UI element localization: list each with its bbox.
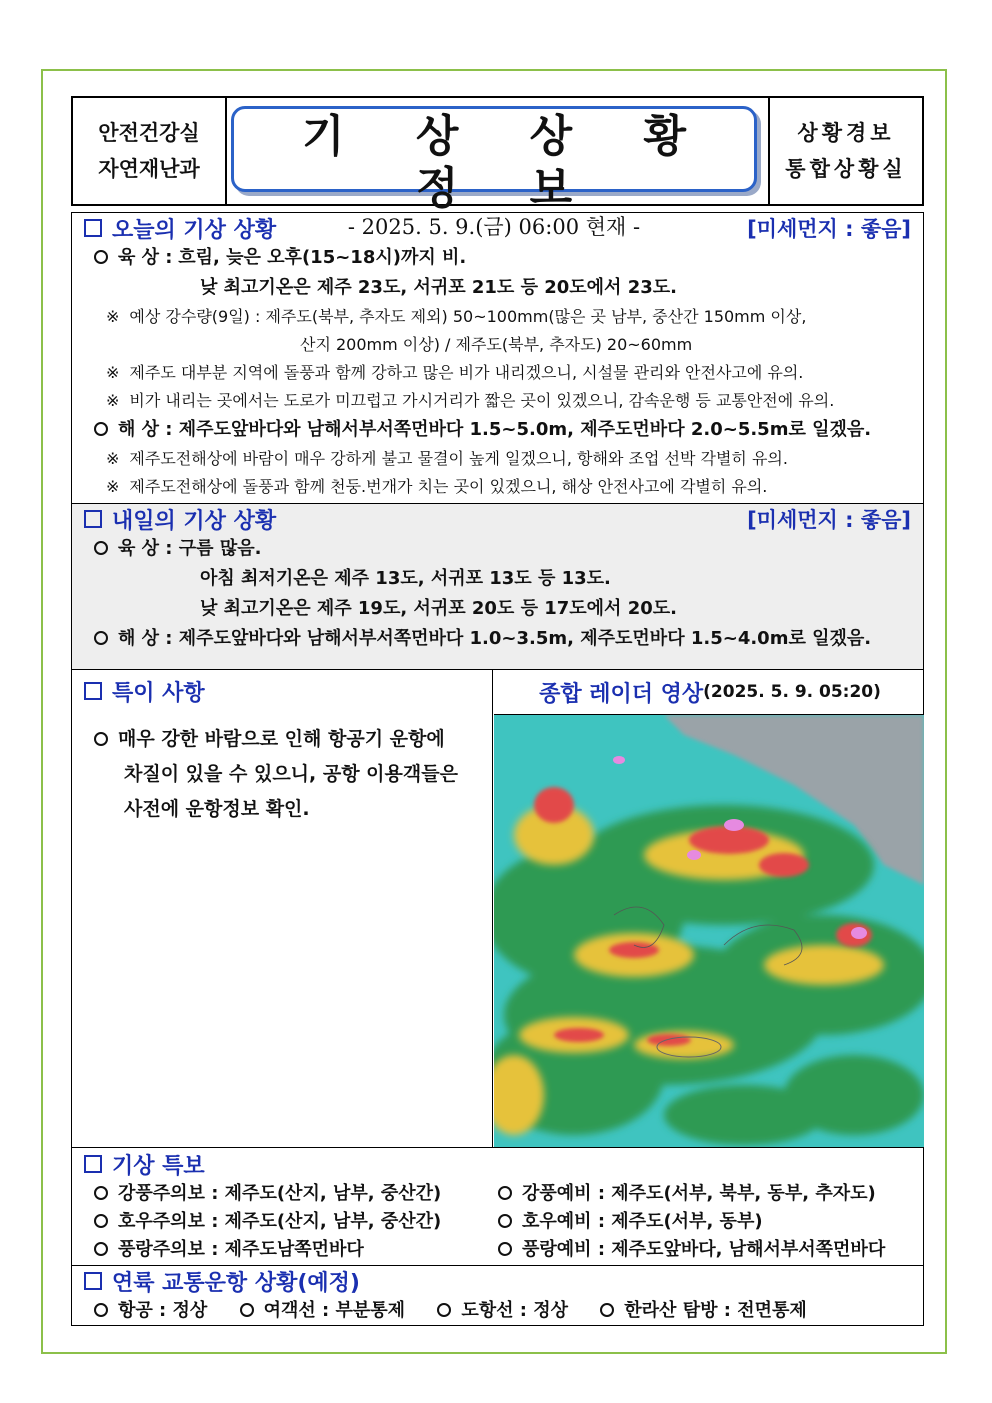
bullet-circle-icon bbox=[94, 250, 108, 264]
reference-mark-icon: ※ bbox=[106, 363, 120, 382]
tomorrow-min-temp: 아침 최저기온은 제주 13도, 서귀포 13도 등 13도. bbox=[200, 568, 611, 589]
department-block bbox=[73, 98, 227, 204]
radar-map-graphic bbox=[494, 715, 924, 1147]
reference-mark-icon: ※ bbox=[106, 449, 120, 468]
radar-title bbox=[496, 670, 924, 714]
today-dust-status: [미세먼지 : 좋음] bbox=[747, 217, 911, 241]
warnings-section-header bbox=[72, 1148, 923, 1180]
special-radar-section bbox=[71, 669, 924, 1147]
department-line2: 자연재난과 bbox=[98, 157, 200, 181]
bullet-circle-icon bbox=[498, 1242, 512, 1256]
traffic-section bbox=[71, 1265, 924, 1326]
situation-line2: 통합상황실 bbox=[785, 157, 907, 181]
warning-item: 강풍주의보 : 제주도(산지, 남부, 중산간) bbox=[94, 1180, 498, 1208]
bullet-circle-icon bbox=[600, 1303, 614, 1317]
bullet-circle-icon bbox=[94, 1186, 108, 1200]
reference-mark-icon: ※ bbox=[106, 307, 120, 326]
title-box bbox=[231, 106, 757, 239]
tomorrow-section-header bbox=[72, 504, 923, 534]
today-sea: 해 상 : 제주도앞바다와 남해서부서쪽먼바다 1.5~5.0m, 제주도먼바다 2.0~5.5m로 일겠음. bbox=[72, 415, 923, 445]
today-land: 육 상 : 흐림, 늦은 오후(15~18시)까지 비. bbox=[72, 243, 923, 273]
page-title: 기 상 상 황 정 보 bbox=[302, 111, 714, 214]
checkbox-icon bbox=[84, 219, 102, 237]
warning-item: 호우예비 : 제주도(서부, 동부) bbox=[498, 1208, 938, 1236]
traffic-status-row bbox=[72, 1296, 923, 1326]
today-note-gust: ※ 제주도 대부분 지역에 돌풍과 함께 강하고 많은 비가 내리겠으니, 시설물 관리와 안전사고에 유의. bbox=[106, 363, 804, 382]
checkbox-icon bbox=[84, 510, 102, 528]
traffic-hallasan: 한라산 탐방 : 전면통제 bbox=[600, 1300, 807, 1321]
tomorrow-dust-status: [미세먼지 : 좋음] bbox=[747, 508, 911, 532]
special-line1: 매우 강한 바람으로 인해 항공기 운항에 bbox=[94, 722, 482, 757]
page-subtitle-date: - 2025. 5. 9.(금) 06:00 현재 - bbox=[347, 215, 641, 239]
bullet-circle-icon bbox=[498, 1214, 512, 1228]
today-title: 오늘의 기상 상황 bbox=[112, 217, 277, 243]
bullet-circle-icon bbox=[94, 1242, 108, 1256]
today-section bbox=[71, 212, 924, 503]
bullet-circle-icon bbox=[94, 732, 108, 746]
traffic-air: 항공 : 정상 bbox=[94, 1300, 207, 1321]
today-note-rain-cont: 산지 200mm 이상) / 제주도(북부, 추자도) 20~60mm bbox=[300, 335, 693, 354]
warning-item: 강풍예비 : 제주도(서부, 북부, 동부, 추자도) bbox=[498, 1180, 938, 1208]
bullet-circle-icon bbox=[437, 1303, 451, 1317]
department-line1: 안전건강실 bbox=[98, 121, 200, 145]
warnings-section bbox=[71, 1147, 924, 1265]
warning-item: 풍랑주의보 : 제주도남쪽먼바다 bbox=[94, 1236, 498, 1264]
reference-mark-icon: ※ bbox=[106, 477, 120, 496]
traffic-section-header bbox=[72, 1266, 923, 1296]
today-sea-note-thunder: ※ 제주도전해상에 돌풍과 함께 천둥.번개가 치는 곳이 있겠으니, 해상 안전사고에 각별히 유의. bbox=[106, 477, 768, 496]
tomorrow-land: 육 상 : 구름 많음. bbox=[72, 534, 923, 564]
special-section-header bbox=[72, 670, 492, 712]
today-note-rain: ※ 예상 강수량(9일) : 제주도(북부, 추자도 제외) 50~100mm(많은 곳 남부, 중산간 150mm 이상, bbox=[106, 307, 807, 326]
checkbox-icon bbox=[84, 1272, 102, 1290]
tomorrow-sea: 해 상 : 제주도앞바다와 남해서부서쪽먼바다 1.0~3.5m, 제주도먼바다 1.5~4.0m로 일겠음. bbox=[72, 624, 923, 654]
warnings-list bbox=[72, 1180, 923, 1264]
reference-mark-icon: ※ bbox=[106, 391, 120, 410]
bullet-circle-icon bbox=[240, 1303, 254, 1317]
traffic-title: 연륙 교통운항 상황(예정) bbox=[112, 1270, 360, 1296]
situation-line1: 상황경보 bbox=[797, 121, 895, 145]
special-text bbox=[72, 712, 492, 827]
traffic-ferry: 여객선 : 부분통제 bbox=[240, 1300, 405, 1321]
warnings-title: 기상 특보 bbox=[112, 1153, 205, 1179]
warning-item: 풍랑예비 : 제주도앞바다, 남해서부서쪽먼바다 bbox=[498, 1236, 938, 1264]
special-title: 특이 사항 bbox=[112, 680, 205, 706]
today-note-road: ※ 비가 내리는 곳에서는 도로가 미끄럽고 가시거리가 짧은 곳이 있겠으니, 감속운행 등 교통안전에 유의. bbox=[106, 391, 835, 410]
radar-title-text: 종합 레이더 영상 bbox=[539, 681, 704, 707]
radar-image bbox=[494, 714, 924, 1147]
bullet-circle-icon bbox=[94, 422, 108, 436]
tomorrow-title: 내일의 기상 상황 bbox=[112, 508, 277, 534]
radar-timestamp: (2025. 5. 9. 05:20) bbox=[703, 682, 881, 702]
checkbox-icon bbox=[84, 682, 102, 700]
traffic-island-ferry: 도항선 : 정상 bbox=[437, 1300, 568, 1321]
special-line2: 차질이 있을 수 있으니, 공항 이용객들은 bbox=[124, 763, 458, 785]
today-land-temp: 낮 최고기온은 제주 23도, 서귀포 21도 등 20도에서 23도. bbox=[200, 277, 677, 298]
bullet-circle-icon bbox=[94, 541, 108, 555]
today-sea-note-wind: ※ 제주도전해상에 바람이 매우 강하게 불고 물결이 높게 일겠으니, 항해와 조업 선박 각별히 유의. bbox=[106, 449, 788, 468]
situation-room-block bbox=[768, 98, 922, 204]
bullet-circle-icon bbox=[94, 631, 108, 645]
today-section-header bbox=[72, 213, 923, 243]
tomorrow-section bbox=[71, 503, 924, 669]
checkbox-icon bbox=[84, 1155, 102, 1173]
special-notes-panel bbox=[72, 670, 493, 1147]
warning-item: 호우주의보 : 제주도(산지, 남부, 중산간) bbox=[94, 1208, 498, 1236]
bullet-circle-icon bbox=[94, 1214, 108, 1228]
bullet-circle-icon bbox=[94, 1303, 108, 1317]
special-line3: 사전에 운항정보 확인. bbox=[124, 798, 310, 820]
tomorrow-max-temp: 낮 최고기온은 제주 19도, 서귀포 20도 등 17도에서 20도. bbox=[200, 598, 677, 619]
bullet-circle-icon bbox=[498, 1186, 512, 1200]
